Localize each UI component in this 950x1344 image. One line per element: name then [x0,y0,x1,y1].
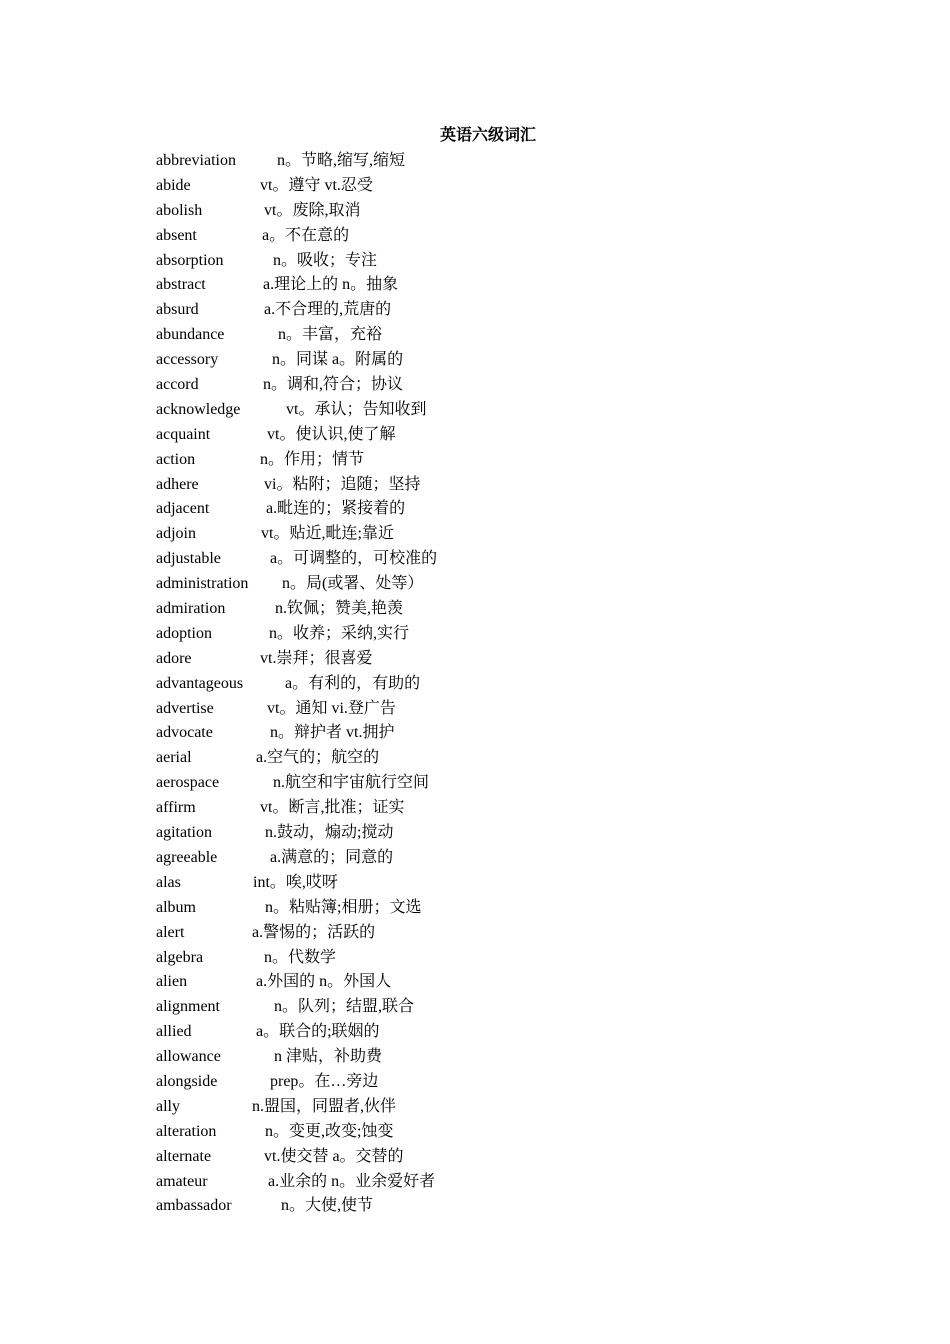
vocab-definition: vt。通知 vi.登广告 [267,699,396,717]
vocab-entry [156,746,576,771]
vocab-entry [156,249,576,274]
vocab-definition: a.满意的；同意的 [270,848,394,866]
vocab-entry [156,473,576,498]
vocab-entry [156,149,576,174]
vocab-word: adjacent [156,500,210,518]
vocab-definition: n。大使,使节 [281,1197,374,1215]
vocab-word: absorption [156,251,224,269]
vocab-definition: a.理论上的 n。抽象 [263,276,399,294]
vocab-word: alongside [156,1072,218,1090]
vocab-word: accessory [156,351,219,369]
vocab-definition: n。辩护者 vt.拥护 [270,724,395,742]
vocab-word: absurd [156,301,199,319]
vocab-definition: vi。粘附；追随；坚持 [264,475,421,493]
vocab-entry [156,273,576,298]
vocab-entry [156,821,576,846]
vocab-definition: n。调和,符合；协议 [263,376,404,394]
vocab-word: administration [156,575,249,593]
vocab-entry [156,1170,576,1195]
vocab-definition: n 津贴，补助费 [274,1048,383,1066]
vocab-definition: n。变更,改变;蚀变 [265,1122,394,1140]
vocab-definition: n。同谋 a。附属的 [272,351,404,369]
vocab-definition: vt。遵守 vt.忍受 [260,176,373,194]
vocab-entry [156,572,576,597]
vocab-entry [156,796,576,821]
vocab-entry [156,846,576,871]
vocab-word: alternate [156,1147,212,1165]
vocab-word: amateur [156,1172,208,1190]
vocab-definition: n。丰富，充裕 [278,326,383,344]
vocab-entry [156,373,576,398]
vocab-word: advertise [156,699,214,717]
vocab-entry [156,398,576,423]
vocab-entry [156,224,576,249]
vocab-definition: vt。使认识,使了解 [267,425,396,443]
vocab-entry [156,871,576,896]
vocab-word: album [156,898,196,916]
vocab-word: alignment [156,998,220,1016]
vocab-word: adjustable [156,550,221,568]
vocab-entry [156,1120,576,1145]
vocab-entry [156,348,576,373]
vocab-definition: n.航空和宇宙航行空间 [273,774,430,792]
vocab-entry [156,1194,576,1219]
vocab-definition: vt。贴近,毗连;靠近 [261,525,394,543]
vocab-entry [156,1145,576,1170]
vocab-word: agitation [156,824,212,842]
vocab-entry [156,946,576,971]
vocab-word: advantageous [156,674,244,692]
vocab-entry [156,497,576,522]
vocab-word: abbreviation [156,152,236,169]
vocab-entry [156,995,576,1020]
vocab-entry [156,522,576,547]
vocab-word: agreeable [156,848,218,866]
vocab-entry [156,547,576,572]
vocab-word: alien [156,973,188,991]
vocab-definition: a。联合的;联姻的 [256,1023,380,1041]
vocab-definition: a.不合理的,荒唐的 [264,301,392,319]
document-title: 英语六级词汇 [439,127,536,144]
vocab-word: action [156,450,196,468]
vocab-word: alteration [156,1122,217,1140]
vocab-definition: a.空气的；航空的 [256,749,380,767]
vocab-entry [156,921,576,946]
vocab-entry [156,970,576,995]
vocab-entry [156,323,576,348]
vocab-word: aerial [156,749,192,767]
vocab-definition: n。代数学 [264,948,337,966]
vocab-word: alert [156,923,185,941]
vocab-entry [156,1045,576,1070]
vocab-word: adhere [156,475,199,493]
vocab-definition: vt。废除,取消 [264,201,361,219]
vocab-definition: vt.使交替 a。交替的 [264,1147,404,1165]
vocab-entry [156,672,576,697]
vocab-definition: n。局(或署、处等） [282,575,424,593]
vocab-word: alas [156,873,181,891]
vocab-definition: n。粘贴簿;相册；文选 [265,898,422,916]
vocab-entry [156,174,576,199]
vocab-entry [156,1070,576,1095]
vocab-word: aerospace [156,774,220,792]
vocab-word: absent [156,226,197,244]
vocab-word: adoption [156,624,212,642]
vocab-entry [156,448,576,473]
vocab-definition: n。收养；采纳,实行 [269,624,410,642]
vocab-word: abide [156,176,191,194]
vocab-entry [156,423,576,448]
vocab-definition: a.警惕的；活跃的 [252,923,376,941]
vocab-entry [156,647,576,672]
vocab-word: ally [156,1097,180,1115]
vocab-definition: n.鼓动，煽动;搅动 [265,824,394,842]
vocab-word: affirm [156,799,196,817]
vocab-definition: a。有利的，有助的 [285,674,421,692]
vocab-word: abolish [156,201,203,219]
vocab-definition: a.外国的 n。外国人 [256,973,392,991]
vocab-entry [156,896,576,921]
vocab-word: ambassador [156,1197,232,1215]
vocab-entry [156,298,576,323]
vocab-word: allied [156,1023,192,1041]
vocab-word: acknowledge [156,400,241,418]
vocab-word: accord [156,376,199,394]
vocab-definition: vt。断言,批准；证实 [260,799,405,817]
vocab-definition: a.业余的 n。业余爱好者 [268,1172,436,1190]
vocab-definition: n。吸收；专注 [273,251,378,269]
vocab-entry [156,597,576,622]
vocabulary-list [156,149,576,1219]
vocab-word: adore [156,649,192,667]
vocab-word: adjoin [156,525,196,543]
vocab-entry [156,771,576,796]
vocab-entry [156,1095,576,1120]
vocab-definition: n。节略,缩写,缩短 [277,152,406,169]
vocab-word: algebra [156,948,204,966]
vocab-definition: a。可调整的，可校准的 [270,550,438,568]
vocab-definition: prep。在…旁边 [270,1072,379,1090]
vocab-definition: n.盟国，同盟者,伙伴 [252,1097,397,1115]
vocab-word: acquaint [156,425,211,443]
vocab-definition: a。不在意的 [262,226,350,244]
vocab-definition: a.毗连的；紧接着的 [266,500,406,518]
vocab-entry [156,199,576,224]
vocab-definition: int。唉,哎呀 [253,873,338,891]
vocab-definition: n.钦佩；赞美,艳羡 [275,600,404,618]
vocab-word: allowance [156,1048,221,1066]
vocab-entry [156,721,576,746]
vocab-word: advocate [156,724,213,742]
vocab-entry [156,697,576,722]
vocab-definition: vt。承认；告知收到 [286,400,427,418]
vocab-word: abstract [156,276,206,294]
vocab-definition: vt.崇拜；很喜爱 [260,649,373,667]
vocab-definition: n。队列；结盟,联合 [274,998,415,1016]
vocab-definition: n。作用；情节 [260,450,365,468]
vocab-word: abundance [156,326,225,344]
vocab-word: admiration [156,600,226,618]
vocab-entry [156,622,576,647]
vocab-entry [156,1020,576,1045]
